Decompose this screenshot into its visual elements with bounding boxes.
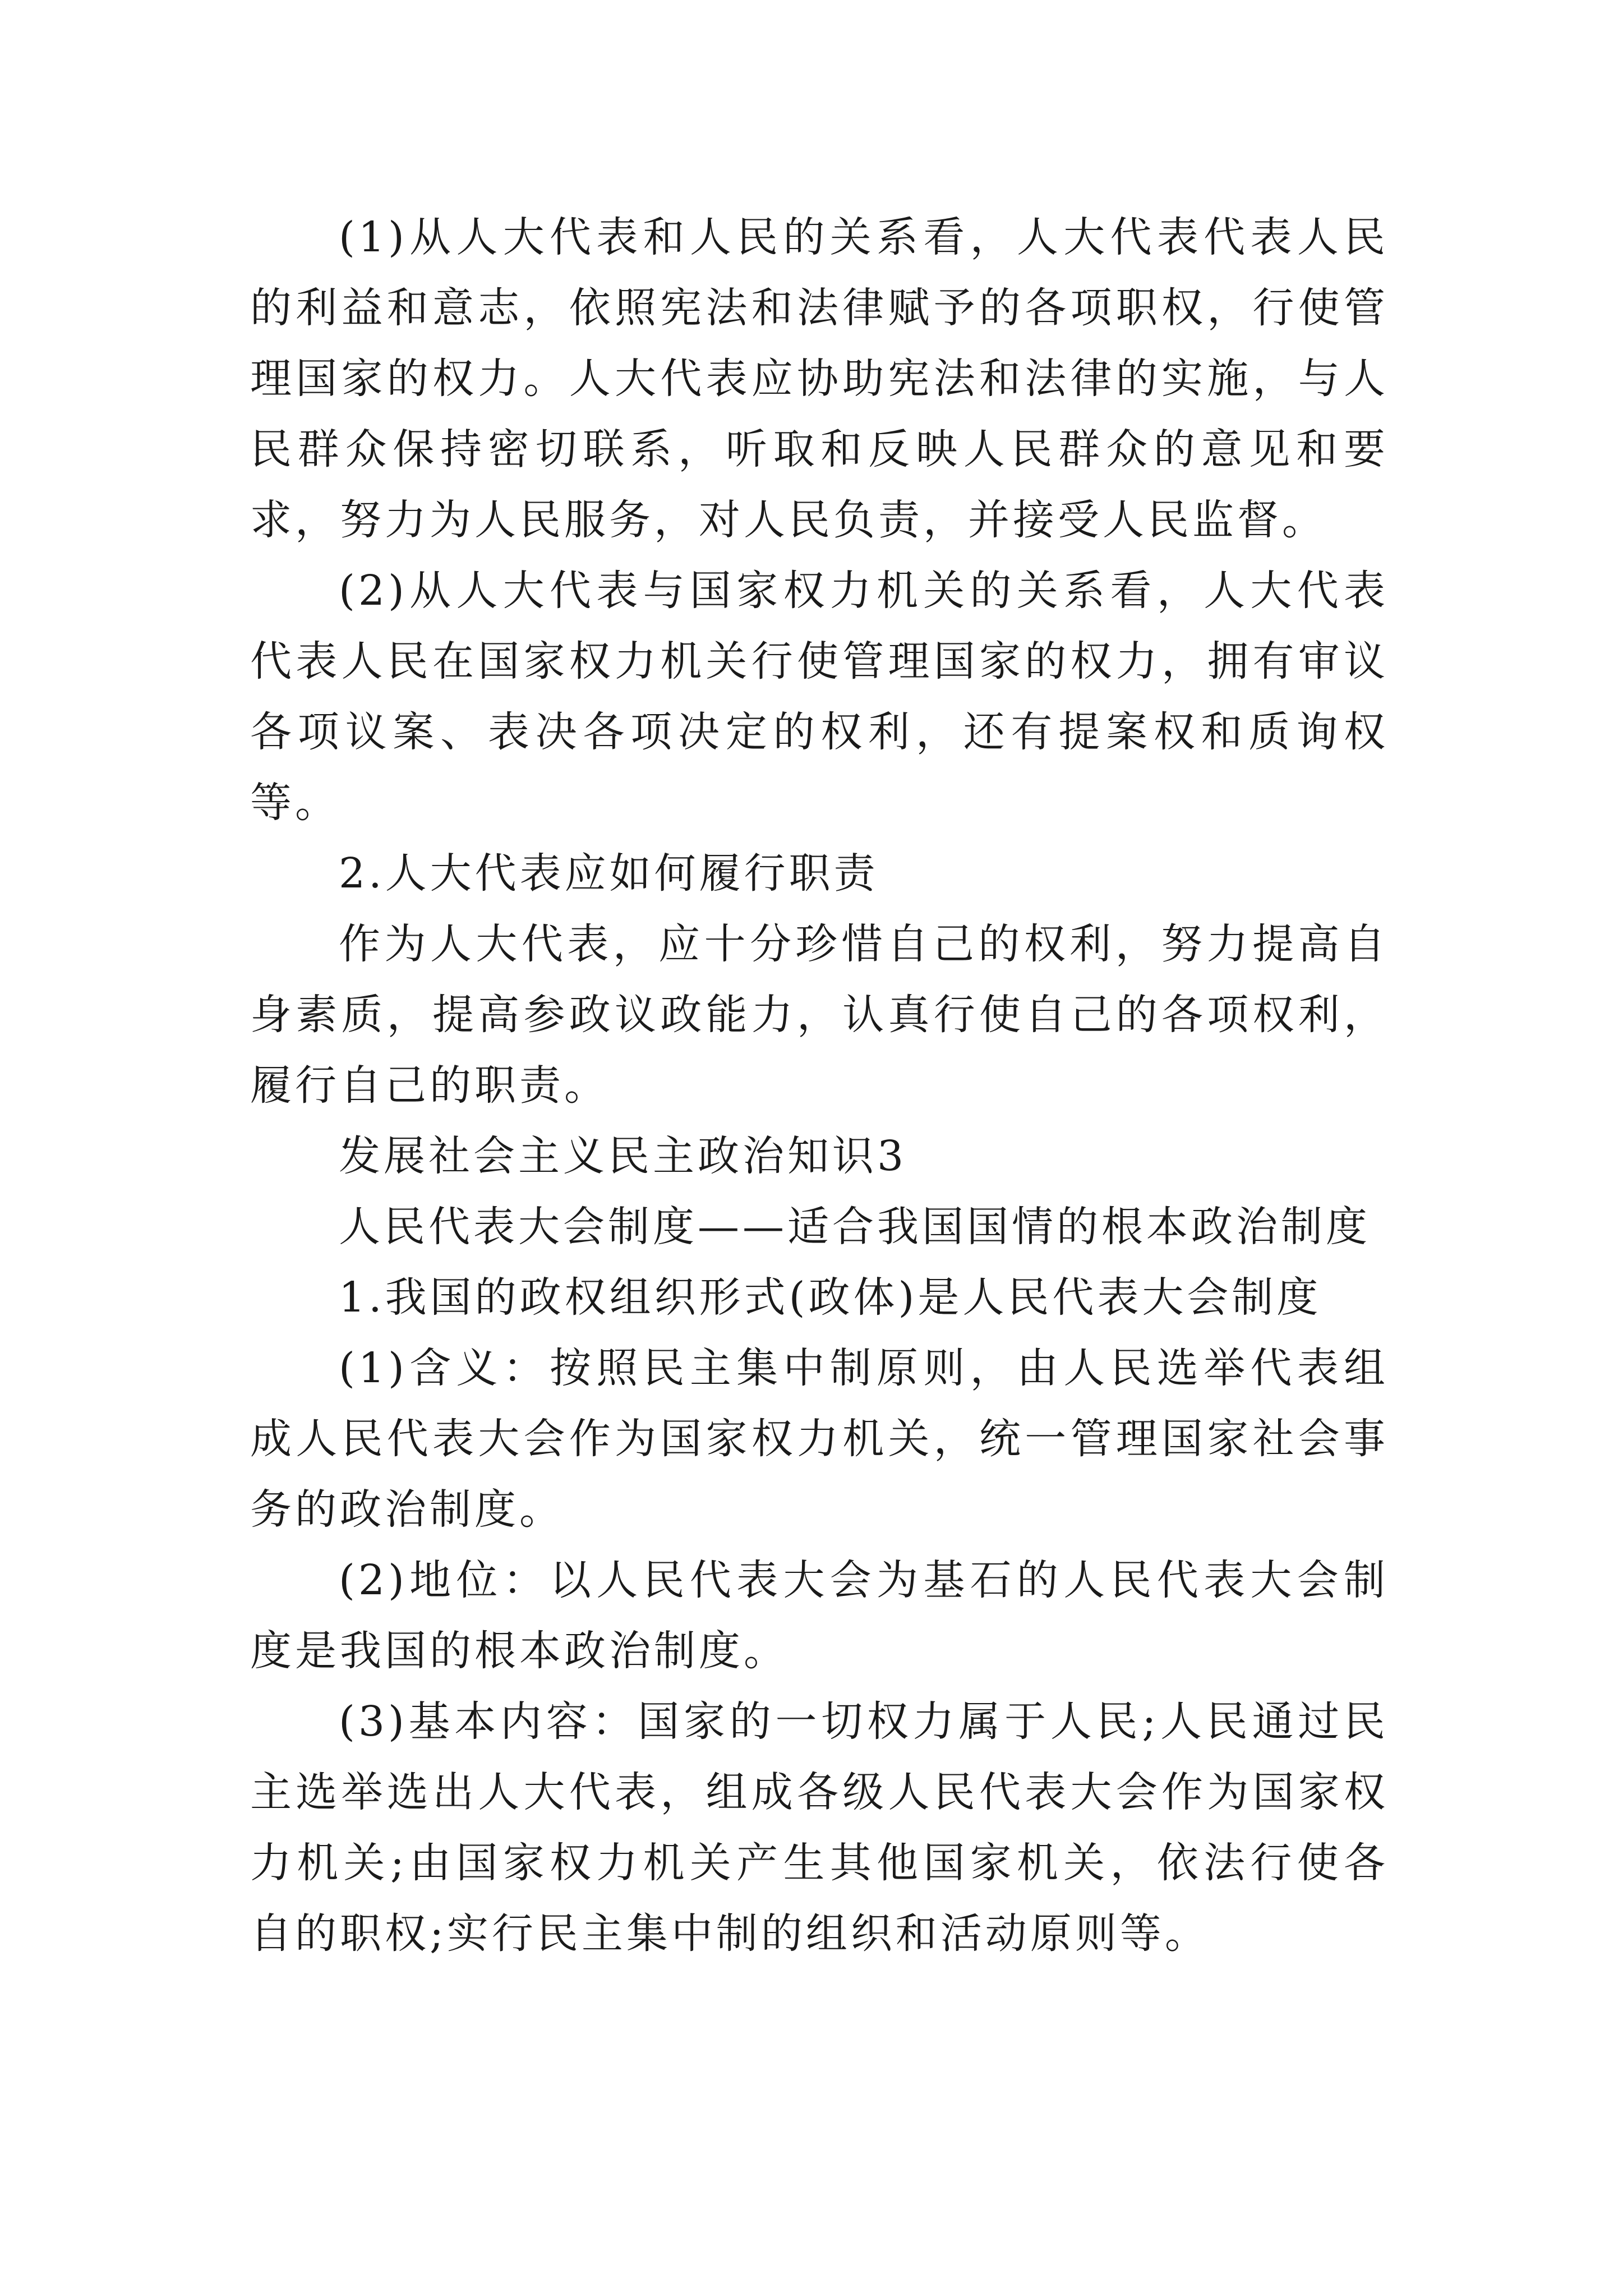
paragraph-duties: 作为人大代表，应十分珍惜自己的权利，努力提高自身素质，提高参政议政能力，认真行使自己的各项权利，履行自己的职责。 — [250, 920, 1389, 1110]
section-heading-regime-form: 1.我国的政权组织形式(政体)是人民代表大会制度 — [339, 1273, 1322, 1322]
paragraph-status: (2)地位：以人民代表大会为基石的人民代表大会制度是我国的根本政治制度。 — [250, 1556, 1389, 1675]
section-heading-knowledge-3: 发展社会主义民主政治知识3 — [339, 1132, 907, 1180]
paragraph-meaning: (1)含义：按照民主集中制原则，由人民选举代表组成人民代表大会作为国家权力机关，统一管理国家社会事务的政治制度。 — [250, 1344, 1389, 1534]
section-subtitle-system: 人民代表大会制度——适合我国国情的根本政治制度 — [339, 1203, 1371, 1251]
document-body — [250, 202, 1389, 1969]
paragraph-deputy-organ-relation: (2)从人大代表与国家权力机关的关系看，人大代表代表人民在国家权力机关行使管理国家的权力，拥有审议各项议案、表决各项决定的权利，还有提案权和质询权等。 — [250, 567, 1389, 827]
paragraph-basic-content: (3)基本内容：国家的一切权力属于人民;人民通过民主选举选出人大代表，组成各级人民代表大会作为国家权力机关;由国家权力机关产生其他国家机关，依法行使各自的职权;实行民主集中制的组织和活动原则等。 — [250, 1697, 1389, 1958]
section-heading-duties: 2.人大代表应如何履行职责 — [339, 849, 879, 898]
paragraph-deputy-people-relation: (1)从人大代表和人民的关系看，人大代表代表人民的利益和意志，依照宪法和法律赋予的各项职权，行使管理国家的权力。人大代表应协助宪法和法律的实施，与人民群众保持密切联系，听取和反映人民群众的意见和要求，努力为人民服务，对人民负责，并接受人民监督。 — [250, 213, 1389, 544]
